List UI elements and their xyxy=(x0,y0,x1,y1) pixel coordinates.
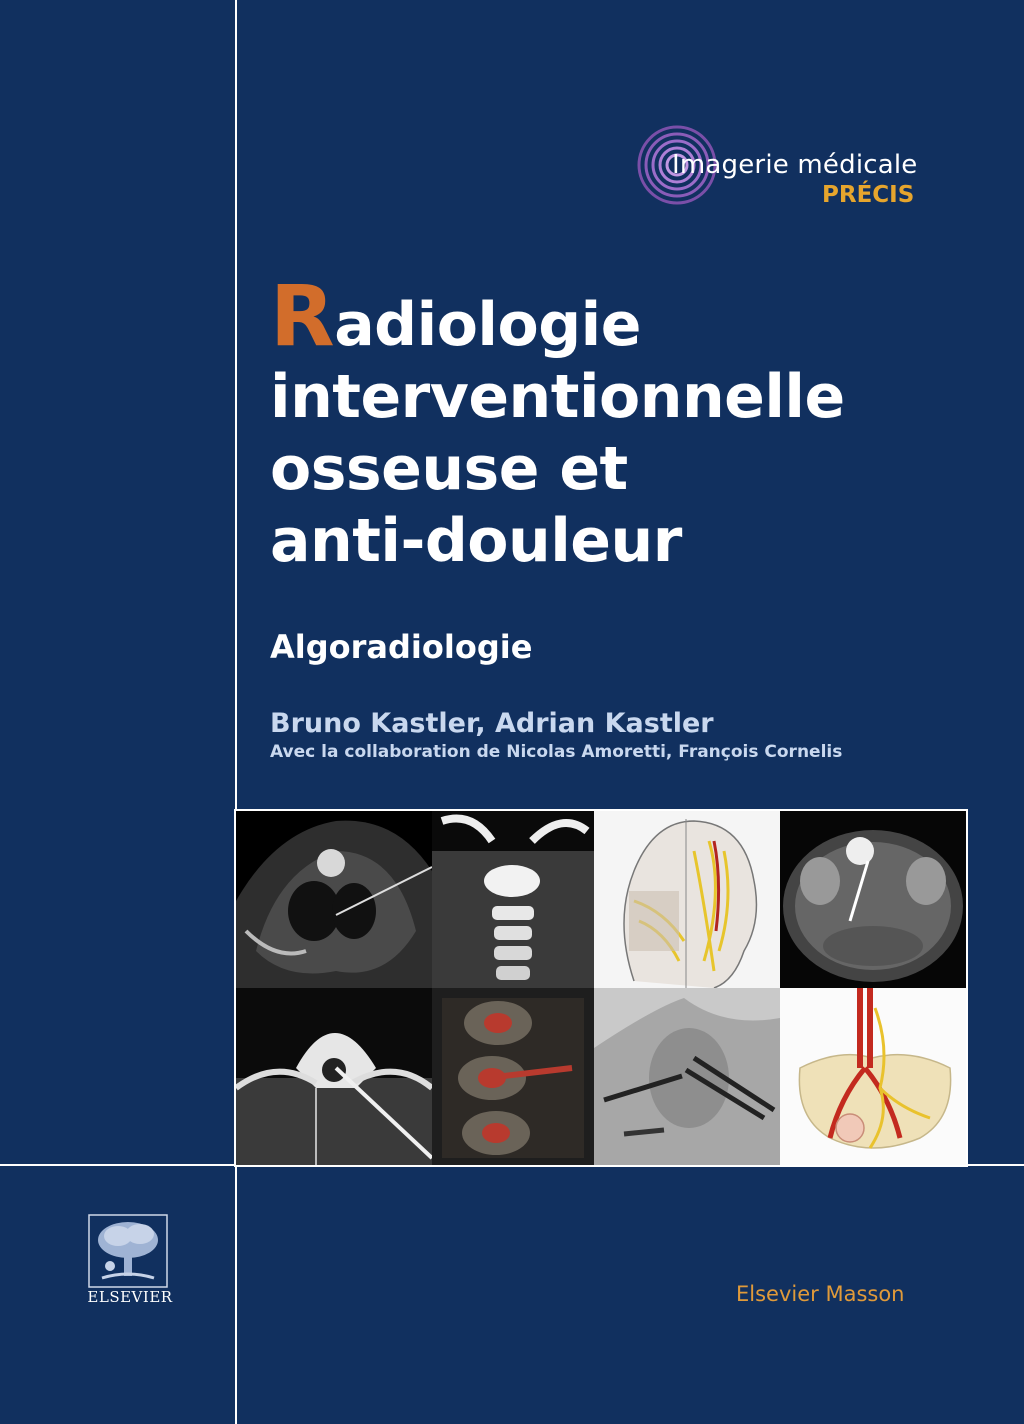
cover-image-grid xyxy=(236,811,966,1165)
ct-axial-vertebra-needle-icon xyxy=(236,988,432,1165)
fluoroscopy-pelvis-screws-icon xyxy=(594,988,780,1165)
title-line-3: osseuse et xyxy=(270,434,628,504)
publisher-logo xyxy=(86,1212,176,1312)
title-line-2: interventionnelle xyxy=(270,362,845,432)
title-initial: R xyxy=(270,267,335,365)
head-nerve-illustration-icon xyxy=(594,811,780,988)
pelvic-plexus-illustration-icon xyxy=(780,988,966,1165)
publisher-name: ELSEVIER xyxy=(87,1288,173,1306)
vertical-rule xyxy=(235,0,237,1424)
publisher-imprint: Elsevier Masson xyxy=(736,1282,905,1306)
book-subtitle: Algoradiologie xyxy=(270,628,533,666)
title-line-4: anti-douleur xyxy=(270,506,682,576)
book-authors: Bruno Kastler, Adrian Kastler xyxy=(270,708,714,739)
book-title xyxy=(270,267,845,577)
tree-emblem-icon xyxy=(88,1214,168,1288)
title-line-1-rest: adiologie xyxy=(334,290,641,360)
series-logo xyxy=(636,124,936,214)
series-name: Imagerie médicale xyxy=(672,150,918,180)
ct-coronal-cervical-spine-icon xyxy=(432,811,594,988)
book-collaboration: Avec la collaboration de Nicolas Amoretti, François Cornelis xyxy=(270,742,843,762)
title-line-1 xyxy=(270,267,845,365)
3d-spine-reconstruction-icon xyxy=(432,988,594,1165)
ct-scan-sacroiliac-icon xyxy=(236,811,432,988)
series-sub: PRÉCIS xyxy=(822,182,915,208)
ct-axial-abdomen-icon xyxy=(780,811,966,988)
